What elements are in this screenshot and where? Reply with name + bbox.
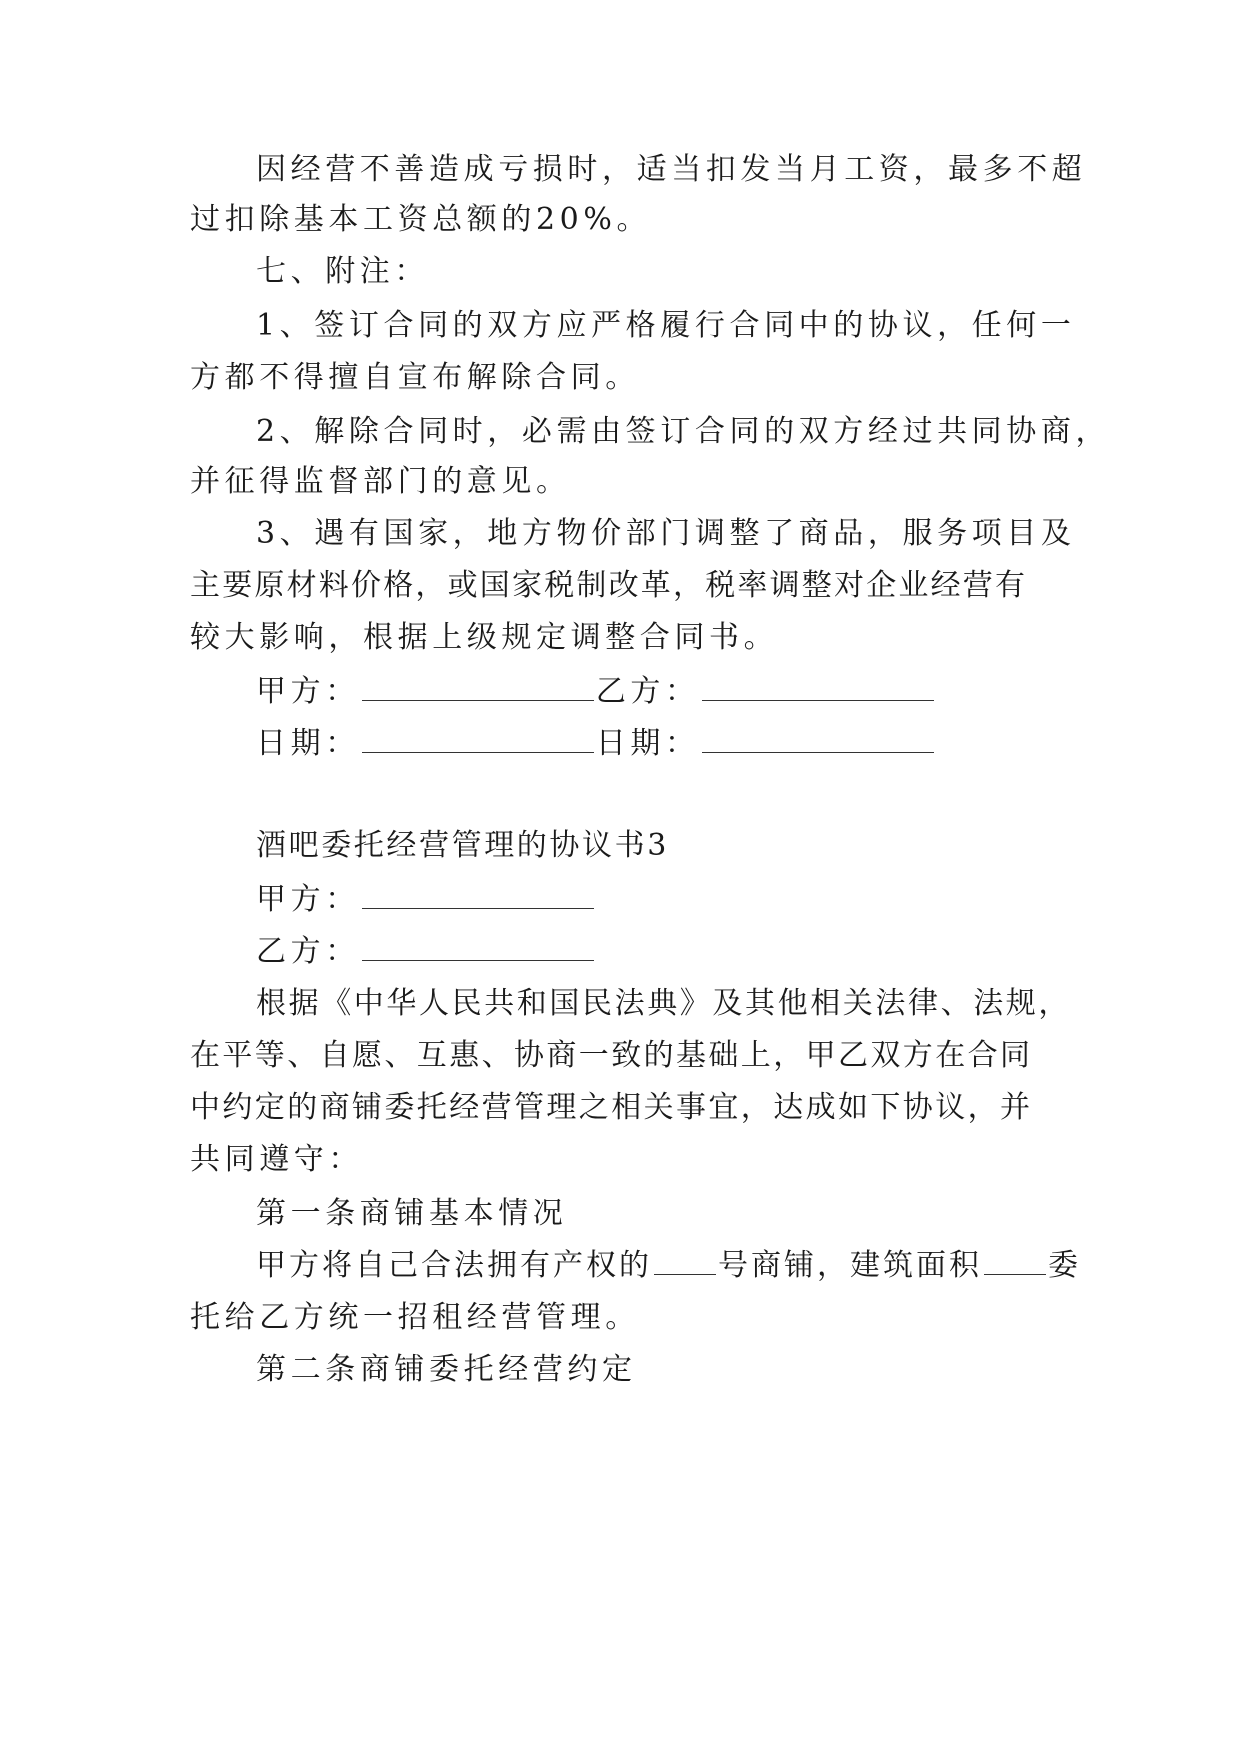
shop-number-blank[interactable]	[654, 1246, 716, 1275]
date-b-label: 日期：	[595, 726, 700, 761]
area-blank[interactable]	[984, 1246, 1046, 1275]
party-a-signature-blank[interactable]	[362, 672, 594, 701]
article-2-title: 第二条商铺委托经营约定	[256, 1352, 637, 1387]
article-1-line: 托给乙方统一招租经营管理。	[190, 1300, 640, 1335]
note-2-line: 2、解除合同时，必需由签订合同的双方经过共同协商，	[256, 414, 1111, 449]
paragraph-line: 过扣除基本工资总额的20%。	[190, 202, 652, 237]
date-b-blank[interactable]	[702, 724, 934, 753]
intro-line: 在平等、自愿、互惠、协商一致的基础上，甲乙双方在合同	[190, 1038, 1033, 1073]
intro-line: 根据《中华人民共和国民法典》及其他相关法律、法规，	[256, 986, 1071, 1021]
party-a-row	[256, 880, 1136, 920]
article-1-line	[256, 1246, 1136, 1286]
note-3-line: 较大影响，根据上级规定调整合同书。	[190, 620, 779, 655]
party-b-label: 乙方：	[256, 934, 360, 969]
note-1-line: 方都不得擅自宣布解除合同。	[190, 360, 640, 395]
intro-line: 中约定的商铺委托经营管理之相关事宜，达成如下协议，并	[190, 1090, 1033, 1125]
date-a-blank[interactable]	[362, 724, 594, 753]
paragraph-line: 因经营不善造成亏损时，适当扣发当月工资，最多不超	[256, 152, 1087, 187]
party-a-label: 甲方：	[256, 882, 360, 917]
signature-row	[256, 672, 1136, 712]
date-a-label: 日期：	[256, 726, 360, 761]
note-3-line: 3、遇有国家，地方物价部门调整了商品，服务项目及	[256, 516, 1076, 551]
note-2-line: 并征得监督部门的意见。	[190, 464, 571, 499]
party-b-blank[interactable]	[362, 932, 594, 961]
party-b-label: 乙方：	[595, 674, 700, 709]
party-b-row	[256, 932, 1136, 972]
date-row	[256, 724, 1136, 764]
party-a-blank[interactable]	[362, 880, 594, 909]
article-1-text: 甲方将自己合法拥有产权的	[256, 1248, 652, 1283]
section-heading: 七、附注：	[256, 254, 429, 289]
party-a-label: 甲方：	[256, 674, 360, 709]
party-b-signature-blank[interactable]	[702, 672, 934, 701]
note-3-line: 主要原材料价格，或国家税制改革，税率调整对企业经营有	[190, 568, 1028, 603]
article-1-text: 号商铺，建筑面积	[718, 1248, 982, 1283]
agreement-title: 酒吧委托经营管理的协议书3	[256, 828, 669, 863]
article-1-title: 第一条商铺基本情况	[256, 1196, 568, 1231]
note-1-line: 1、签订合同的双方应严格履行合同中的协议，任何一	[256, 308, 1076, 343]
article-1-text: 委	[1048, 1248, 1081, 1283]
intro-line: 共同遵守：	[190, 1142, 363, 1177]
